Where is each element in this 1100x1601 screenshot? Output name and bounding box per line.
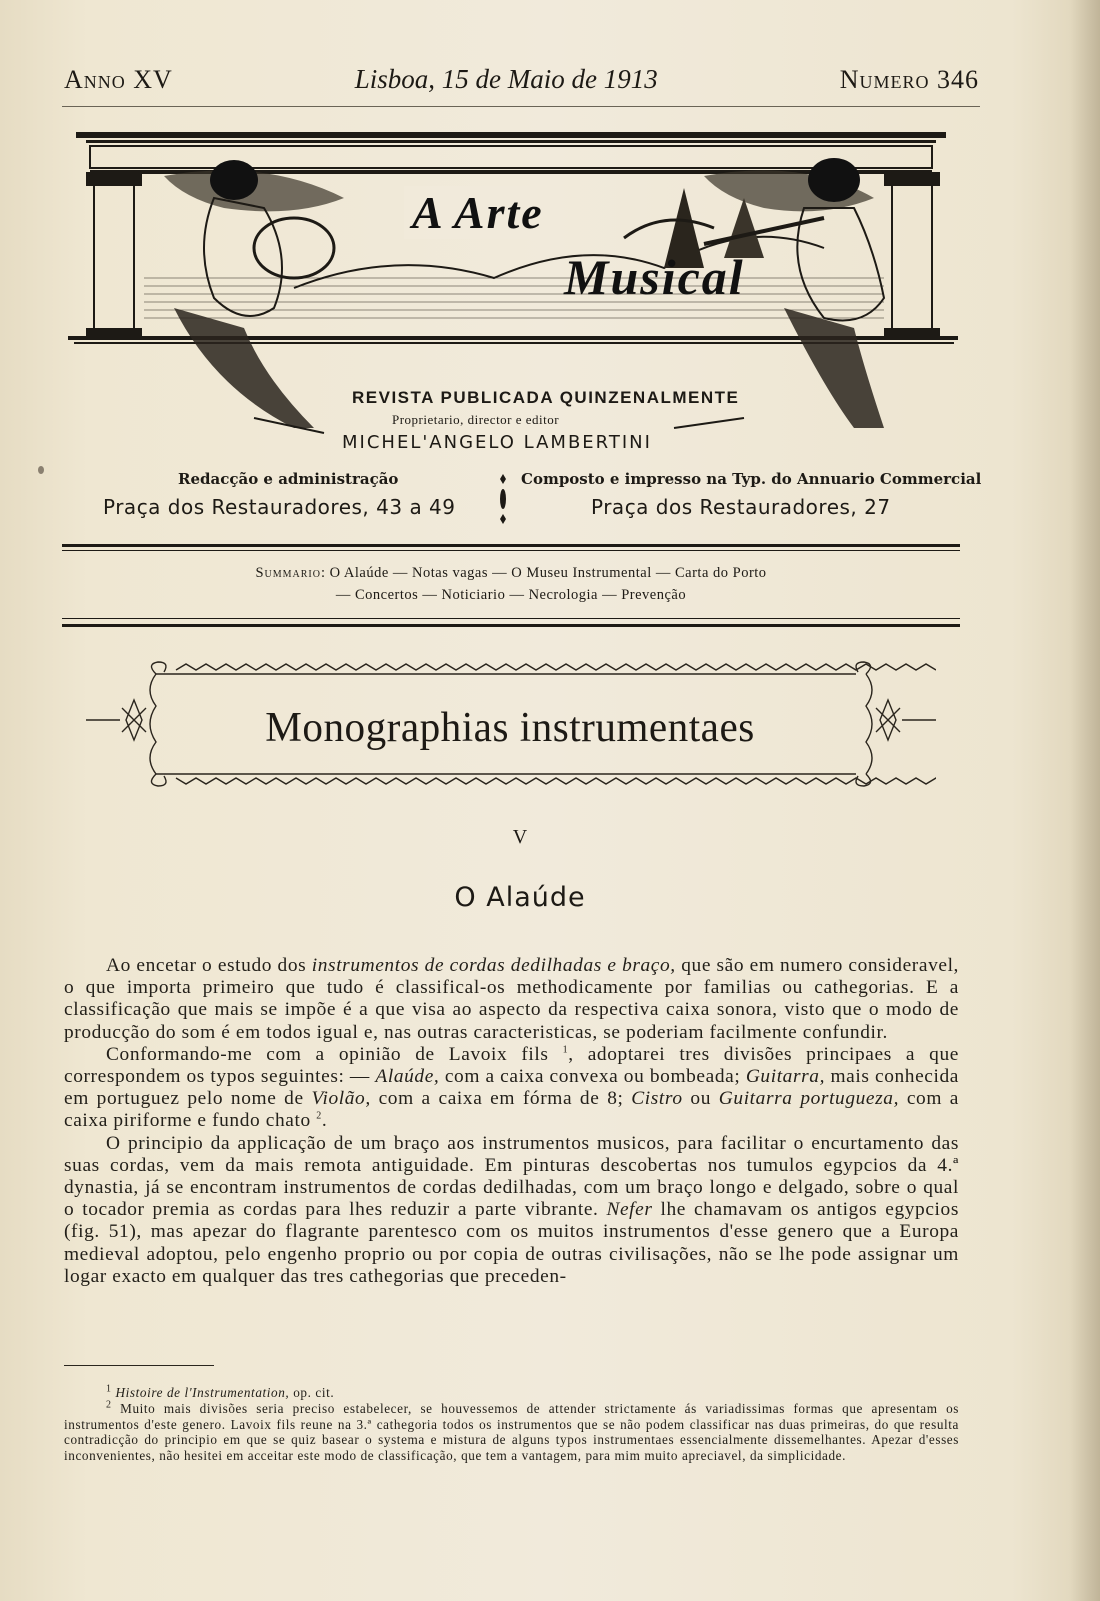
page-edge-shadow [1070, 0, 1100, 1601]
issue-header [64, 64, 979, 104]
publication-frequency: REVISTA PUBLICADA QUINZENALMENTE [352, 388, 740, 407]
footnote-ref-2: 2 [316, 1110, 322, 1122]
paragraph-1: Ao encetar o estudo dos instrumentos de cordas dedilhadas e braço, que são em numero consideravel, o que importa primeiro que tudo é classifical-os methodicamente por familias ou cathegorias. E a classificação que mais se impõe é a que visa ao aspecto da respectiva caixa sonora, visto que o modo de producção do som é em todos igual e, nas outras caracteristicas, se poderiam facilmente confundir. [64, 955, 960, 1043]
issue-date: Lisboa, 15 de Maio de 1913 [354, 64, 658, 94]
proprietor-label: Proprietario, director e editor [392, 412, 560, 427]
page-speck [38, 466, 44, 474]
article-title: Monographias instrumentaes [265, 705, 755, 751]
article-subtitle: O Alaúde [454, 882, 586, 913]
rule-bottom-thick [62, 624, 960, 627]
composto-heading: Composto e impresso na Typ. do Annuario Commercial [521, 470, 982, 488]
ornament-separator [498, 474, 508, 524]
summary-line-1: O Alaúde — Notas vagas — O Museu Instrumental — Carta do Porto [329, 565, 767, 581]
composto-address: Praça dos Restauradores, 27 [591, 495, 891, 519]
header-rule [62, 106, 980, 107]
summary-line-2: — Concertos — Noticiario — Necrologia — Prevenção [335, 587, 687, 603]
summary: Summario: O Alaúde — Notas vagas — O Museu Instrumental — Carta do Porto — Concertos — Noticiario — Necrologia — Prevenção [60, 562, 962, 606]
footnote-ref-1: 1 [562, 1044, 569, 1056]
footnote-1: $^1$ Histoire de l'Instrumentation, op. cit. [106, 1383, 335, 1400]
masthead-title-arte: A Arte [404, 186, 552, 239]
paragraph-3: O principio da applicação de um braço aos instrumentos musicos, para facilitar o encurtamento das suas cordas, vem da mais remota antiguidade. Em pinturas descobertas nos tumulos egypcios da 4.ª dynastia, já se encontram instrumentos de cordas dedilhadas, com um braço longo e delgado, sobre o qual o tocador premia as cordas para lhes reduzir a parte vibrante. Nefer lhe chamavam os antigos egypcios (fig. 51), mas apezar do flagrante parentesco com os muitos instrumentos d'esse genero que a Europa medieval adoptou, pelo engenho proprio ou por copia de outras civilisações, não se lhe pode assignar um logar exacto em qualquer das tres cathegorias que preceden- [64, 1132, 959, 1287]
rule-top-thick [62, 544, 960, 547]
paragraph-2: Conformando-me com a opinião de Lavoix fils $^1$, adoptarei tres divisões principaes a que correspondem os typos seguintes: — Alaúde, com a caixa convexa ou bombeada; Guitarra, mais conhecida em portuguez pelo nome de Violão, com a caixa em fórma de 8; Cistro ou Guitarra portugueza, com a caixa piriforme e fundo chato $^2$. [64, 1043, 959, 1132]
footnote-2: $^2$ Muito mais divisões seria preciso estabelecer, se houvessemos de attender strictamente ás variadissimas formas que apresentam os instrumentos d'este genero. Lavoix fils reune na 3.ª cathegoria todos os instrumentos que se não podem classificar nas duas primeiras, do que resulta contradicção do principio em que se quiz basear o systema e mistura de alguns typos instrumentaes essencialmente dissemelhantes. Apezar d'esses inconvenientes, não hesitei em acceitar este modo de classificação, que tem a vantagem, para mim muito apreciavel, da simplicidade. [64, 1399, 959, 1464]
masthead-title-musical: Musical [564, 249, 745, 305]
issue-year: Anno XV [64, 65, 173, 94]
summary-label: Summario [255, 565, 321, 581]
editor-name: MICHEL'ANGELO LAMBERTINI [342, 432, 652, 453]
article-body [64, 955, 959, 1288]
redaccao-heading: Redacção e administração [178, 470, 399, 488]
footnotes [64, 1385, 959, 1464]
rule-bottom-thin [62, 618, 960, 619]
rule-top-thin [62, 550, 960, 551]
footnote-rule [64, 1365, 214, 1366]
issue-number: Numero 346 [839, 65, 979, 94]
redaccao-address: Praça dos Restauradores, 43 a 49 [103, 495, 456, 519]
article-part-number: V [512, 826, 528, 848]
